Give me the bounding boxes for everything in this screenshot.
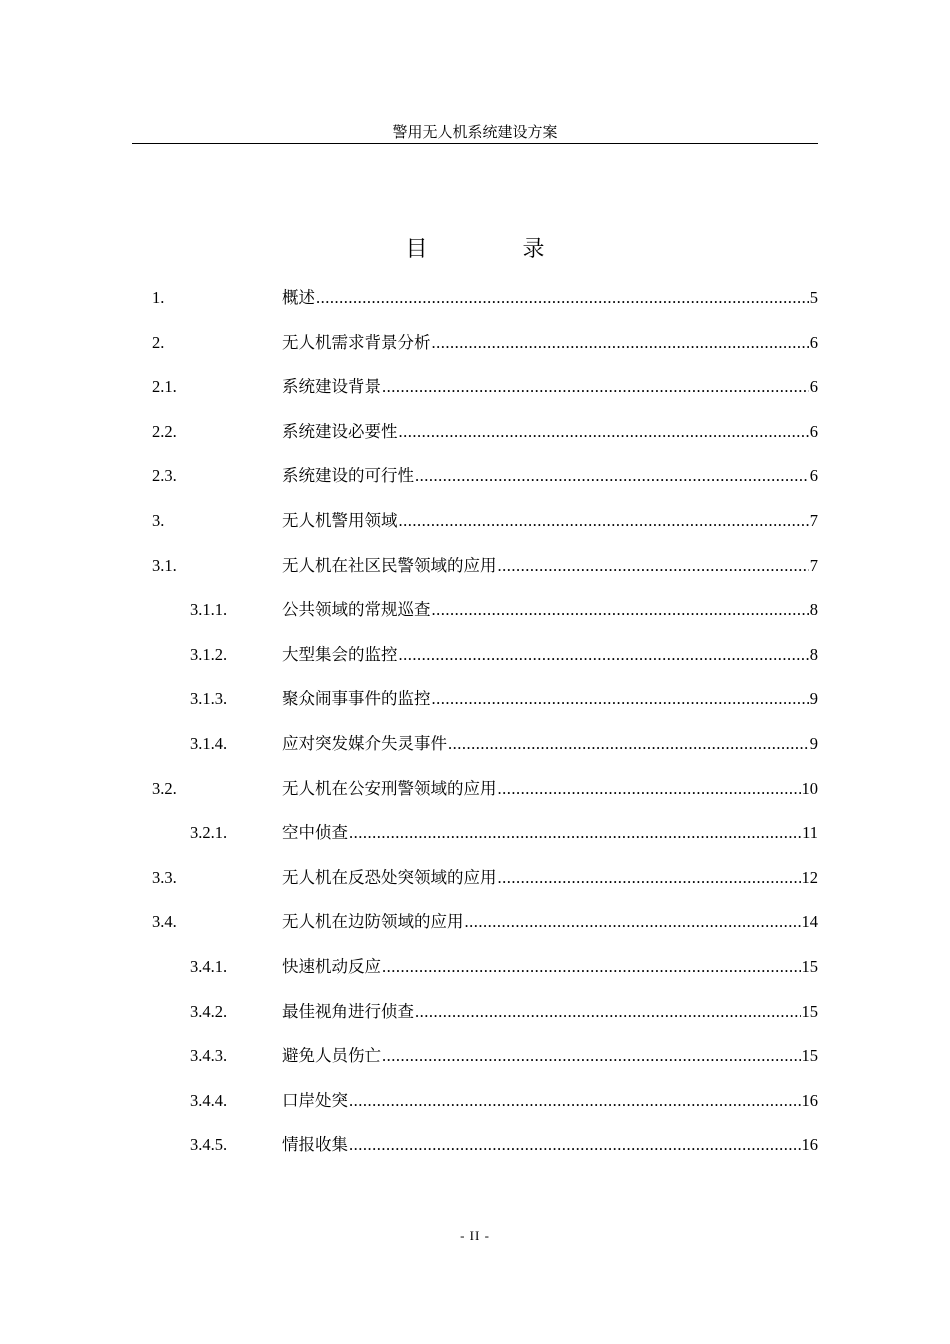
toc-entry-line: [282, 906, 818, 938]
toc-dot-leader: [498, 862, 801, 894]
toc-entry-number: 3.1.3.: [190, 689, 228, 709]
toc-entry-line: [282, 1085, 818, 1117]
toc-entry-title[interactable]: 最佳视角进行侦查: [282, 1001, 414, 1021]
toc-entry-page: 15: [801, 956, 818, 976]
toc-entry-title[interactable]: 无人机在公安刑警领域的应用: [282, 778, 497, 798]
toc-entry-page: 6: [809, 332, 818, 352]
toc-title: 目 录: [405, 237, 589, 262]
toc-dot-leader: [399, 505, 809, 537]
toc-entry-line: [282, 505, 818, 537]
toc-dot-leader: [349, 1085, 801, 1117]
toc-dot-leader: [432, 594, 809, 626]
table-of-contents: [152, 282, 818, 1174]
toc-entry-line: [282, 550, 818, 582]
toc-entry-line: [282, 1129, 818, 1161]
toc-entry-title[interactable]: 公共领域的常规巡查: [282, 600, 431, 620]
toc-entry[interactable]: [152, 371, 818, 416]
toc-dot-leader: [465, 906, 801, 938]
toc-entry[interactable]: [152, 505, 818, 550]
toc-entry-line: [282, 996, 818, 1028]
toc-entry-title[interactable]: 避免人员伤亡: [282, 1046, 381, 1066]
toc-entry-line: [282, 327, 818, 359]
toc-entry[interactable]: [152, 906, 818, 951]
toc-entry-line: [282, 594, 818, 626]
toc-entry[interactable]: [152, 996, 818, 1041]
toc-entry[interactable]: [152, 594, 818, 639]
toc-entry-title[interactable]: 无人机需求背景分析: [282, 332, 431, 352]
toc-entry-line: [282, 951, 818, 983]
toc-entry-number: 2.1.: [152, 377, 177, 397]
toc-entry-page: 8: [809, 600, 818, 620]
toc-entry[interactable]: [152, 550, 818, 595]
toc-entry-page: 15: [801, 1046, 818, 1066]
toc-entry-page: 16: [801, 1135, 818, 1155]
toc-dot-leader: [382, 951, 801, 983]
toc-entry-page: 8: [809, 644, 818, 664]
toc-entry-number: 3.2.: [152, 778, 177, 798]
toc-entry[interactable]: [152, 639, 818, 684]
toc-dot-leader: [349, 1129, 801, 1161]
toc-entry[interactable]: [152, 460, 818, 505]
toc-entry[interactable]: [152, 683, 818, 728]
toc-entry-page: 7: [809, 555, 818, 575]
toc-entry-page: 12: [801, 867, 818, 887]
toc-entry-page: 6: [809, 377, 818, 397]
toc-entry[interactable]: [152, 1085, 818, 1130]
toc-dot-leader: [399, 639, 809, 671]
toc-entry-page: 9: [809, 689, 818, 709]
toc-dot-leader: [415, 460, 809, 492]
toc-entry-number: 3.1.: [152, 555, 177, 575]
toc-entry[interactable]: [152, 773, 818, 818]
toc-entry[interactable]: [152, 817, 818, 862]
toc-entry-page: 11: [802, 823, 818, 843]
toc-entry-title[interactable]: 概述: [282, 288, 315, 307]
toc-dot-leader: [382, 1040, 801, 1072]
toc-entry-title[interactable]: 大型集会的监控: [282, 644, 398, 664]
toc-entry-line: [282, 683, 818, 715]
page-number: - II -: [460, 1228, 490, 1243]
toc-dot-leader: [432, 327, 809, 359]
toc-entry-number: 3.3.: [152, 867, 177, 887]
toc-entry-page: 10: [801, 778, 818, 798]
toc-entry-page: 14: [801, 912, 818, 932]
toc-entry-number: 3.4.: [152, 912, 177, 932]
toc-entry-number: 3.: [152, 510, 165, 530]
toc-entry-page: 6: [809, 466, 818, 486]
toc-entry[interactable]: [152, 1129, 818, 1174]
header-divider: [132, 143, 818, 144]
toc-dot-leader: [498, 773, 801, 805]
toc-entry-number: 3.4.5.: [190, 1135, 228, 1155]
toc-entry-number: 3.1.1.: [190, 600, 228, 620]
toc-dot-leader: [498, 550, 809, 582]
toc-entry[interactable]: [152, 327, 818, 372]
toc-entry-title[interactable]: 口岸处突: [282, 1090, 348, 1110]
toc-entry-line: [282, 639, 818, 671]
toc-entry-title[interactable]: 无人机在反恐处突领域的应用: [282, 867, 497, 887]
toc-entry[interactable]: [152, 282, 818, 327]
toc-entry-title[interactable]: 情报收集: [282, 1135, 348, 1155]
toc-dot-leader: [448, 728, 809, 760]
toc-entry-page: 7: [809, 510, 818, 530]
toc-entry-title[interactable]: 系统建设必要性: [282, 421, 398, 441]
toc-entry-title[interactable]: 聚众闹事事件的监控: [282, 689, 431, 709]
toc-entry-page: 9: [809, 733, 818, 753]
toc-entry-number: 2.: [152, 332, 165, 352]
toc-entry-page: 5: [809, 288, 818, 307]
toc-entry-number: 2.3.: [152, 466, 177, 486]
toc-entry-number: 2.2.: [152, 421, 177, 441]
toc-entry-number: 3.4.1.: [190, 956, 228, 976]
toc-entry-line: [282, 282, 818, 314]
toc-entry-line: [282, 416, 818, 448]
toc-entry[interactable]: [152, 416, 818, 461]
toc-dot-leader: [432, 683, 809, 715]
toc-entry-line: [282, 371, 818, 403]
toc-entry-page: 16: [801, 1090, 818, 1110]
toc-entry[interactable]: [152, 862, 818, 907]
toc-entry[interactable]: [152, 728, 818, 773]
toc-entry-title[interactable]: 空中侦查: [282, 823, 348, 843]
toc-entry-line: [282, 862, 818, 894]
toc-entry-number: 3.1.4.: [190, 733, 228, 753]
toc-dot-leader: [349, 817, 801, 849]
toc-dot-leader: [382, 371, 809, 403]
toc-entry-number: 3.2.1.: [190, 823, 228, 843]
toc-entry-number: 3.4.3.: [190, 1046, 228, 1066]
toc-entry-page: 6: [809, 421, 818, 441]
toc-entry-number: 1.: [152, 288, 165, 307]
toc-entry-title[interactable]: 无人机在社区民警领域的应用: [282, 555, 497, 575]
toc-entry-title[interactable]: 快速机动反应: [282, 956, 381, 976]
toc-entry-title[interactable]: 无人机在边防领域的应用: [282, 912, 464, 932]
toc-entry-line: [282, 817, 818, 849]
toc-entry-number: 3.4.4.: [190, 1090, 228, 1110]
toc-entry-title[interactable]: 无人机警用领域: [282, 510, 398, 530]
toc-entry-line: [282, 728, 818, 760]
toc-dot-leader: [316, 282, 809, 314]
toc-entry[interactable]: [152, 1040, 818, 1085]
toc-entry-line: [282, 1040, 818, 1072]
toc-entry-title[interactable]: 系统建设背景: [282, 377, 381, 397]
toc-entry-number: 3.4.2.: [190, 1001, 228, 1021]
toc-entry-line: [282, 773, 818, 805]
toc-entry-page: 15: [801, 1001, 818, 1021]
running-header-title: 警用无人机系统建设方案: [392, 123, 558, 141]
toc-dot-leader: [415, 996, 801, 1028]
toc-entry[interactable]: [152, 951, 818, 996]
toc-entry-title[interactable]: 系统建设的可行性: [282, 466, 414, 486]
toc-dot-leader: [399, 416, 809, 448]
toc-entry-title[interactable]: 应对突发媒介失灵事件: [282, 733, 447, 753]
toc-entry-line: [282, 460, 818, 492]
toc-entry-number: 3.1.2.: [190, 644, 228, 664]
